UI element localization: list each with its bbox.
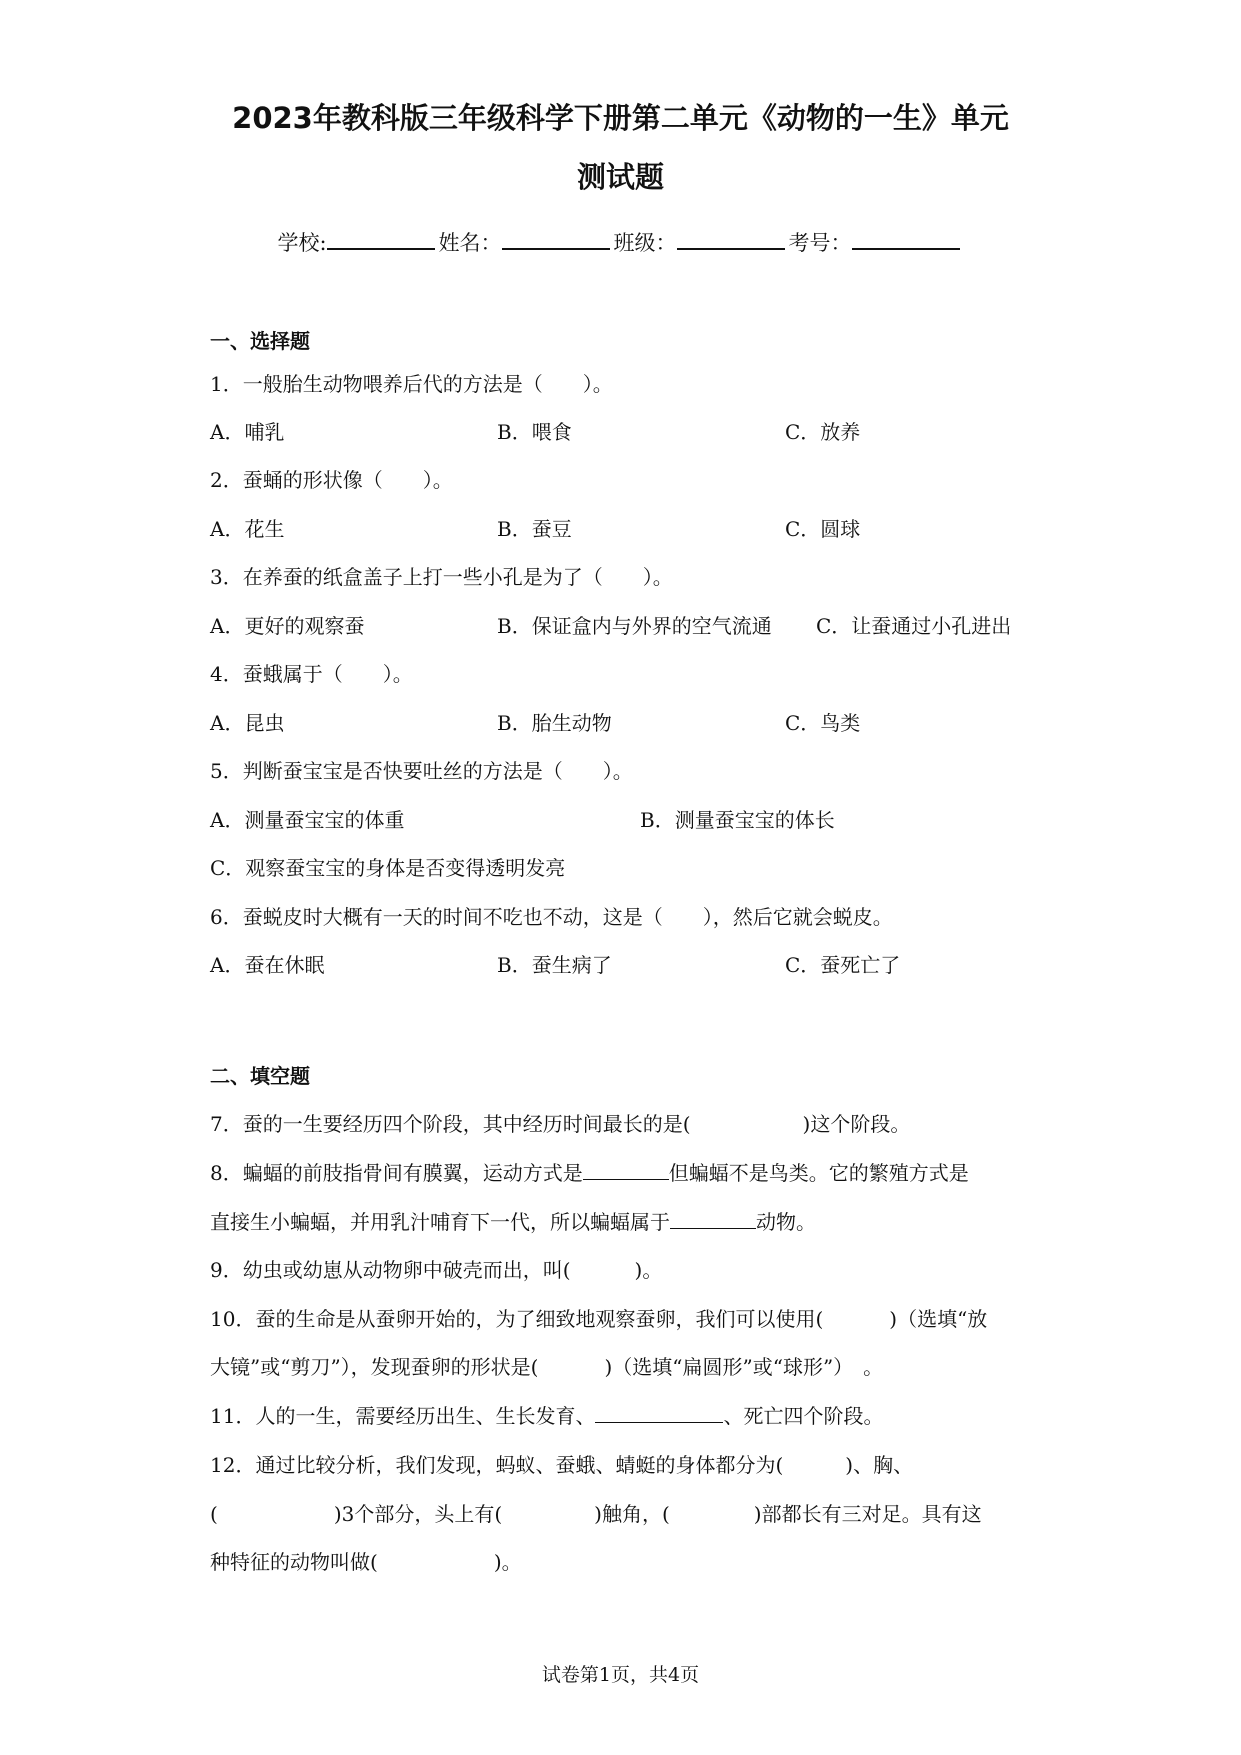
class-label: 班级：	[613, 231, 677, 255]
question-7	[210, 1108, 910, 1137]
name-blank[interactable]	[502, 226, 610, 250]
q3-option-b: B．保证盒内与外界的空气流通	[497, 614, 772, 638]
school-label: 学校:	[277, 231, 327, 255]
question-4: 4．蚕蛾属于（ ）。	[210, 662, 413, 686]
q10-text-a: 10．蚕的生命是从蚕卵开始的，为了细致地观察蚕卵，我们可以使用(	[210, 1307, 824, 1331]
exam-no-blank[interactable]	[852, 226, 960, 250]
question-10-line2	[210, 1351, 883, 1380]
q2-option-c: C．圆球	[785, 517, 861, 541]
q8-text-b: 但蝙蝠不是鸟类。它的繁殖方式是	[668, 1161, 969, 1185]
q12-text-d: )3个部分，头上有(	[333, 1502, 503, 1526]
question-11	[210, 1400, 883, 1429]
q1-option-b: B．喂食	[497, 420, 572, 444]
class-blank[interactable]	[677, 226, 785, 250]
question-8-line1	[210, 1157, 969, 1186]
q11-text-b: 、死亡四个阶段。	[723, 1404, 884, 1428]
q5-option-c: C．观察蚕宝宝的身体是否变得透明发亮	[210, 856, 566, 880]
q8-text-d: 动物。	[756, 1210, 816, 1234]
q3-option-c: C．让蚕通过小孔进出	[816, 614, 1012, 638]
q12-text-e: )触角，(	[594, 1502, 670, 1526]
q8-text-a: 8．蝙蝠的前肢指骨间有膜翼，运动方式是	[210, 1161, 583, 1185]
name-label: 姓名：	[438, 231, 502, 255]
q6-option-c: C．蚕死亡了	[785, 953, 901, 977]
q12-text-b: )、胸、	[845, 1453, 914, 1477]
q6-option-a: A．蚕在休眠	[210, 953, 325, 977]
q5-option-a: A．测量蚕宝宝的体重	[210, 808, 405, 832]
q4-option-c: C．鸟类	[785, 711, 861, 735]
q8-text-c: 直接生小蝙蝠，并用乳汁哺育下一代，所以蝙蝠属于	[210, 1210, 670, 1234]
q10-text-b: )（选填“放	[889, 1307, 988, 1331]
q4-option-b: B．胎生动物	[497, 711, 612, 735]
question-6: 6．蚕蜕皮时大概有一天的时间不吃也不动，这是（ ），然后它就会蜕皮。	[210, 905, 893, 929]
q11-text-a: 11．人的一生，需要经历出生、生长发育、	[210, 1404, 596, 1428]
q7-text-a: 7．蚕的一生要经历四个阶段，其中经历时间最长的是(	[210, 1112, 691, 1136]
q12-text-f: )部都长有三对足。具有这	[753, 1502, 982, 1526]
question-8-line2	[210, 1206, 816, 1235]
q8-blank-1[interactable]	[583, 1159, 669, 1180]
question-12-line2	[210, 1498, 982, 1527]
page-title-line1: 2023年教科版三年级科学下册第二单元《动物的一生》单元	[232, 101, 1009, 135]
q10-text-c: 大镜”或“剪刀”），发现蚕卵的形状是(	[210, 1355, 539, 1379]
question-1: 1．一般胎生动物喂养后代的方法是（ ）。	[210, 372, 613, 396]
q2-option-b: B．蚕豆	[497, 517, 572, 541]
q10-text-d: )（选填“扁圆形”或“球形”） 。	[604, 1355, 884, 1379]
page-title-line2: 测试题	[576, 160, 664, 194]
exam-no-label: 考号：	[788, 231, 852, 255]
question-9	[210, 1254, 662, 1283]
page-footer: 试卷第1页，共4页	[541, 1664, 700, 1686]
q5-option-b: B．测量蚕宝宝的体长	[640, 808, 835, 832]
school-blank[interactable]	[327, 226, 435, 250]
q1-option-c: C．放养	[785, 420, 861, 444]
question-12-line1	[210, 1449, 913, 1478]
q12-text-g: 种特征的动物叫做(	[210, 1550, 378, 1574]
q1-option-a: A．哺乳	[210, 420, 285, 444]
question-10-line1	[210, 1303, 987, 1332]
q12-text-h: )。	[493, 1550, 522, 1574]
q9-text-a: 9．幼虫或幼崽从动物卵中破壳而出，叫(	[210, 1258, 571, 1282]
q12-text-a: 12．通过比较分析，我们发现，蚂蚁、蚕蛾、蜻蜓的身体都分为(	[210, 1453, 784, 1477]
q4-option-a: A．昆虫	[210, 711, 285, 735]
q7-text-b: )这个阶段。	[802, 1112, 911, 1136]
student-info-row	[0, 226, 1241, 257]
question-2: 2．蚕蛹的形状像（ ）。	[210, 468, 453, 492]
q9-text-b: )。	[634, 1258, 663, 1282]
q6-option-b: B．蚕生病了	[497, 953, 612, 977]
q8-blank-2[interactable]	[670, 1208, 756, 1229]
q11-blank[interactable]	[595, 1402, 723, 1423]
question-5: 5．判断蚕宝宝是否快要吐丝的方法是（ ）。	[210, 759, 633, 783]
q2-option-a: A．花生	[210, 517, 285, 541]
q12-text-c: (	[210, 1502, 218, 1526]
section2-heading: 二、填空题	[210, 1064, 310, 1088]
q3-option-a: A．更好的观察蚕	[210, 614, 365, 638]
question-3: 3．在养蚕的纸盒盖子上打一些小孔是为了（ ）。	[210, 565, 673, 589]
question-12-line3	[210, 1546, 522, 1575]
section1-heading: 一、选择题	[210, 329, 310, 353]
